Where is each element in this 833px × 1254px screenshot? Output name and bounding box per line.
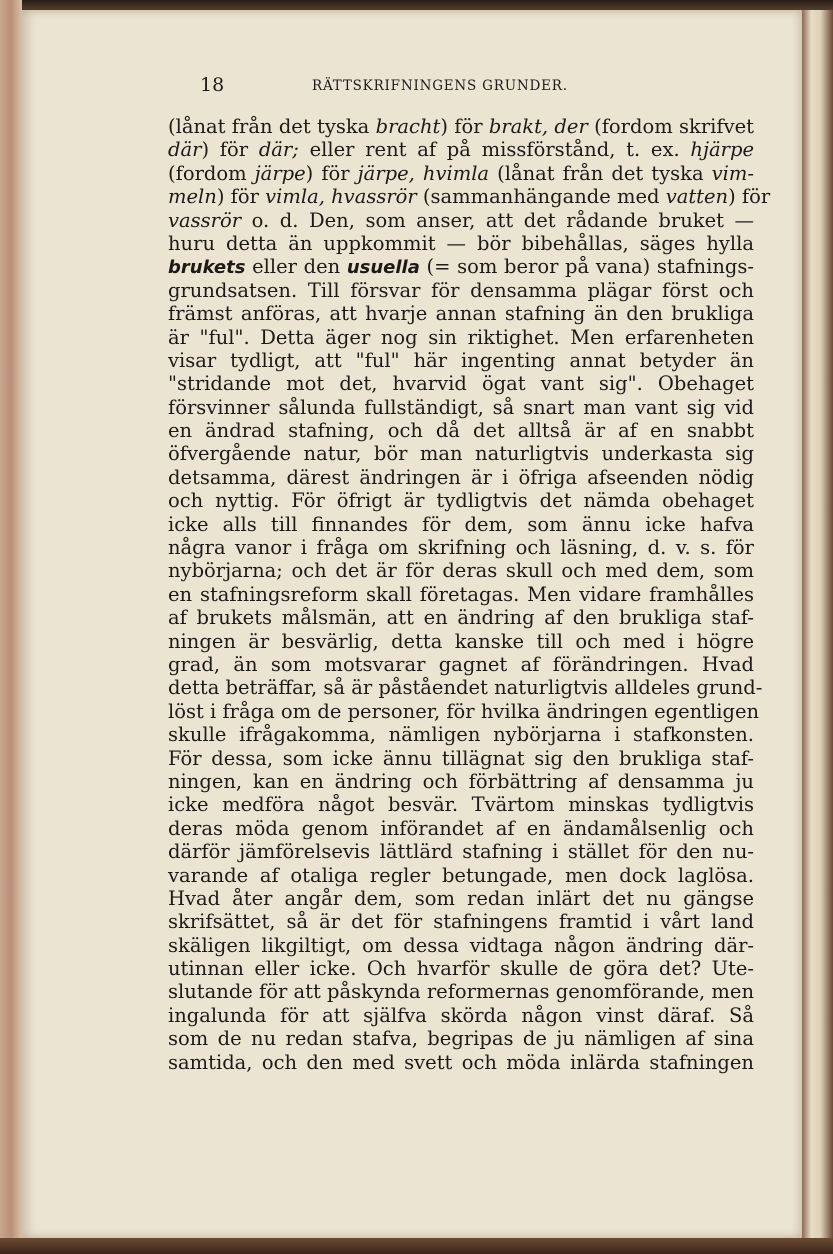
text-run: ) för bbox=[440, 115, 489, 138]
text-line bbox=[168, 606, 754, 629]
text-run: är "ful". Detta äger nog sin riktighet. Men erfarenheten bbox=[168, 325, 754, 349]
emphasized-text: vim- bbox=[711, 161, 754, 185]
text-line bbox=[168, 1027, 754, 1050]
text-run: som de nu redan stafva, begripas de ju nämligen af sina bbox=[168, 1027, 754, 1051]
text-run: några vanor i fråga om skrifning och läsning, d. v. s. för bbox=[168, 536, 754, 560]
emphasized-text: järpe bbox=[254, 161, 306, 185]
text-run: (fordom bbox=[168, 161, 255, 185]
text-line bbox=[168, 185, 771, 209]
text-run: ingalunda för att själfva skörda någon vinst däraf. Så bbox=[168, 1003, 754, 1027]
text-run: löst i fråga om de personer, för hvilka ändringen egentligen bbox=[168, 699, 760, 723]
text-line bbox=[168, 255, 754, 278]
text-run: ) för bbox=[728, 185, 771, 209]
emphasized-text: vatten bbox=[665, 185, 729, 209]
text-run: grad, än som motsvarar gagnet af förändringen. Hvad bbox=[168, 652, 754, 676]
text-line bbox=[168, 559, 754, 582]
text-run: eller rent af på missförstånd, t. ex. bbox=[298, 138, 691, 162]
text-line bbox=[168, 1051, 754, 1074]
text-run: ningen, kan en ändring och förbättring af densamma ju bbox=[168, 769, 754, 793]
text-line bbox=[168, 442, 754, 465]
text-line bbox=[168, 138, 754, 161]
text-run: (lånat från det tyska bbox=[168, 115, 376, 138]
text-line bbox=[168, 747, 754, 770]
page-gutter-edge bbox=[0, 0, 22, 1254]
text-line bbox=[168, 676, 763, 700]
text-run: "stridande mot det, hvarvid ögat vant sig". Obehaget bbox=[168, 372, 754, 396]
text-run: främst anföras, att hvarje annan stafning än den brukliga bbox=[168, 302, 754, 326]
text-line bbox=[168, 209, 754, 232]
running-head: RÄTTSKRIFNINGENS GRUNDER. bbox=[312, 78, 568, 94]
text-line bbox=[168, 957, 754, 980]
text-run: icke medföra något besvär. Tvärtom minskas tydligtvis bbox=[168, 793, 754, 817]
text-run: utinnan eller icke. Och hvarför skulle de göra det? Ute- bbox=[168, 957, 754, 981]
text-run: af brukets målsmän, att en ändring af den brukliga staf- bbox=[168, 606, 754, 630]
text-run: icke alls till finnandes för dem, som ännu icke hafva bbox=[168, 512, 754, 536]
text-run: grundsatsen. Till försvar för densamma plägar först och bbox=[168, 278, 754, 302]
text-line bbox=[168, 396, 754, 419]
text-line bbox=[168, 162, 754, 185]
text-run: ) för bbox=[201, 138, 259, 162]
emphasized-text: bracht bbox=[375, 115, 441, 138]
text-run: huru detta än uppkommit — bör bibehållas, säges hylla bbox=[168, 231, 754, 255]
text-line bbox=[168, 466, 754, 489]
text-line bbox=[168, 583, 754, 606]
emphasized-text: där; bbox=[258, 138, 299, 162]
text-run: varande af otaliga regler betungade, men dock laglösa. bbox=[168, 863, 754, 887]
text-run: o. d. Den, som anser, att det rådande bruket — bbox=[241, 208, 754, 232]
text-run: Hvad åter angår dem, som redan inlärt det nu gängse bbox=[168, 886, 754, 910]
page-number: 18 bbox=[200, 74, 225, 96]
text-line bbox=[168, 980, 754, 1003]
text-line bbox=[168, 723, 754, 746]
text-line bbox=[168, 630, 754, 653]
emphasized-text: meln bbox=[168, 185, 217, 209]
text-line bbox=[168, 279, 754, 302]
text-run: ) för bbox=[216, 185, 266, 209]
text-line bbox=[168, 934, 754, 957]
text-line bbox=[168, 910, 754, 933]
text-run: en stafningsreform skall företagas. Men vidare framhålles bbox=[168, 582, 754, 606]
text-line bbox=[168, 653, 754, 676]
text-line bbox=[168, 887, 754, 910]
emphasized-text: brakt, der bbox=[488, 115, 588, 138]
text-line bbox=[168, 817, 754, 840]
text-run: skulle ifrågakomma, nämligen nybörjarna i stafkonsten. bbox=[168, 723, 754, 747]
text-line bbox=[168, 699, 760, 723]
text-line bbox=[168, 349, 754, 372]
text-line bbox=[168, 326, 754, 349]
text-run: en ändrad stafning, och då det alltså är af en snabbt bbox=[168, 419, 754, 443]
text-run: (sammanhängande med bbox=[416, 185, 666, 209]
body-text bbox=[168, 115, 771, 1074]
text-run: därför jämförelsevis lättlärd stafning i stället för den nu- bbox=[168, 840, 754, 864]
text-run: (fordom skrifvet bbox=[587, 115, 754, 138]
text-line bbox=[168, 770, 754, 793]
text-line bbox=[168, 302, 754, 325]
page-header bbox=[200, 74, 760, 104]
text-run: slutande för att påskynda reformernas genomförande, men bbox=[168, 980, 754, 1004]
text-run: och nyttig. För öfrigt är tydligtvis det nämda obehaget bbox=[168, 489, 754, 513]
text-run: skäligen likgiltigt, om dessa vidtaga någon ändring där- bbox=[168, 933, 754, 957]
emphasized-text: vimla, hvassrör bbox=[265, 185, 417, 209]
text-run: (= som beror på vana) stafnings- bbox=[419, 255, 754, 279]
text-line bbox=[168, 419, 754, 442]
text-run: öfvergående natur, bör man naturligtvis underkasta sig bbox=[168, 442, 754, 466]
emphasized-text: järpe, hvimla bbox=[357, 161, 490, 185]
text-run: försvinner sålunda fullständigt, så snart man vant sig vid bbox=[168, 395, 754, 419]
emphasized-text: usuella bbox=[346, 257, 420, 279]
text-run: deras möda genom införandet af en ändamålsenlig och bbox=[168, 816, 754, 840]
text-run: ) för bbox=[305, 161, 358, 185]
text-line bbox=[168, 840, 754, 863]
text-run: (lånat från det tyska bbox=[489, 161, 712, 185]
emphasized-text: där bbox=[168, 138, 202, 162]
text-run: skrifsättet, så är det för stafningens framtid i vårt land bbox=[168, 910, 754, 934]
text-run: ningen är besvärlig, detta kanske till och med i högre bbox=[168, 629, 754, 653]
text-line bbox=[168, 489, 754, 512]
text-line bbox=[168, 115, 754, 138]
page-stack-edge bbox=[802, 10, 833, 1238]
text-run: För dessa, som icke ännu tillägnat sig den brukliga staf- bbox=[168, 746, 754, 770]
text-line bbox=[168, 513, 754, 536]
text-line bbox=[168, 372, 754, 395]
book-cover-bottom bbox=[0, 1238, 833, 1254]
text-run: detsamma, därest ändringen är i öfriga afseenden nödig bbox=[168, 465, 754, 489]
emphasized-text: vassrör bbox=[168, 208, 242, 232]
emphasized-text: hjärpe bbox=[690, 138, 754, 162]
text-line bbox=[168, 536, 754, 559]
text-line bbox=[168, 793, 754, 816]
emphasized-text: brukets bbox=[168, 257, 246, 279]
text-run: eller den bbox=[245, 255, 347, 279]
text-line bbox=[168, 864, 754, 887]
text-run: detta beträffar, så är påståendet naturligtvis alldeles grund- bbox=[168, 676, 763, 700]
text-run: samtida, och den med svett och möda inlärda stafningen bbox=[168, 1050, 754, 1074]
text-run: nybörjarna; och det är för deras skull och med dem, som bbox=[168, 559, 754, 583]
text-run: visar tydligt, att "ful" här ingenting annat betyder än bbox=[168, 348, 754, 372]
text-line bbox=[168, 232, 754, 255]
text-line bbox=[168, 1004, 754, 1027]
